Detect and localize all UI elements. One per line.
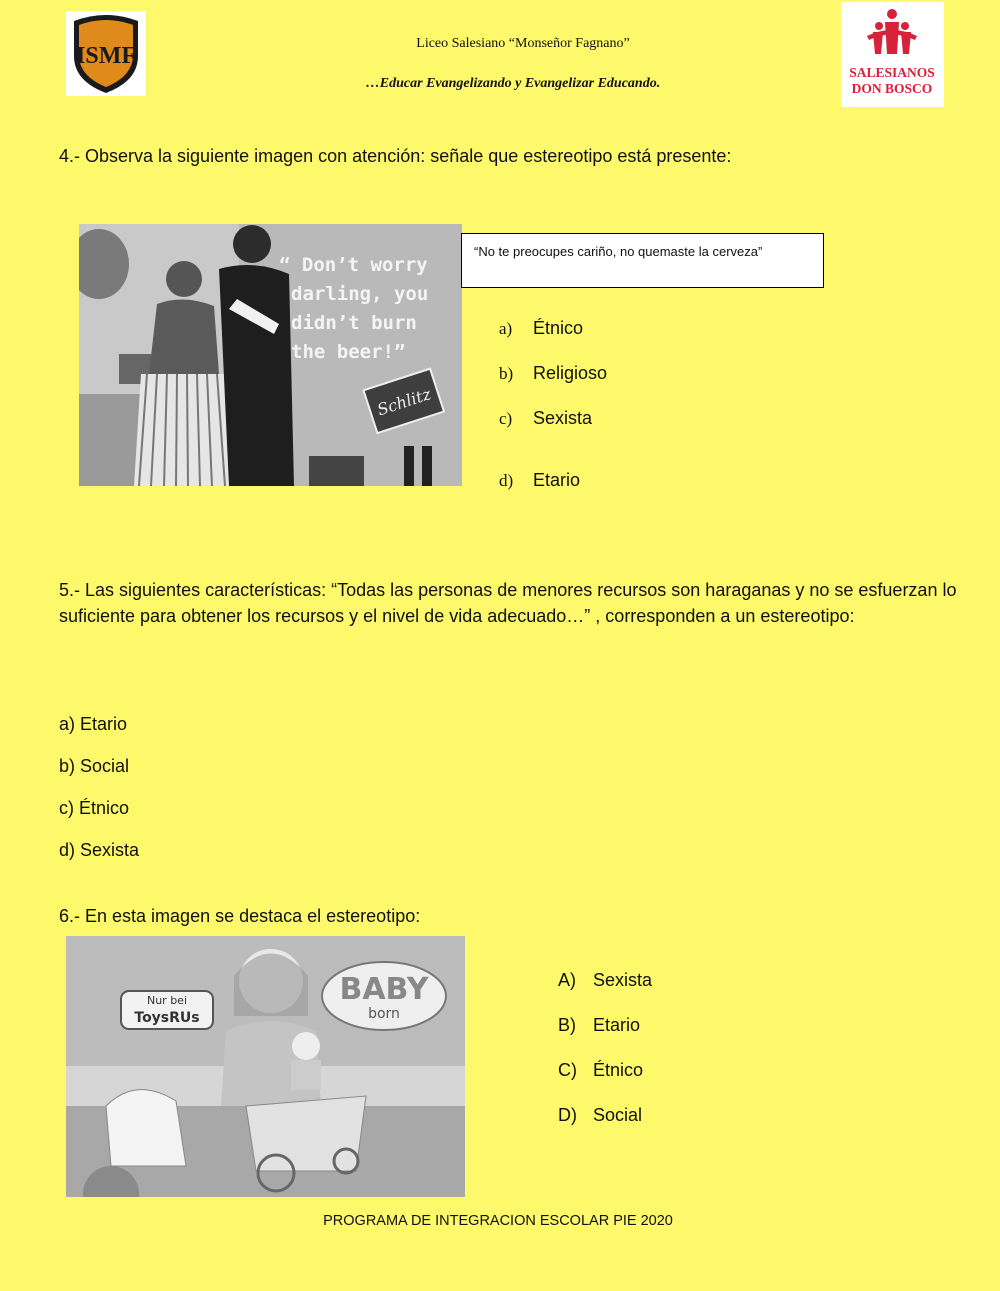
question-5-text: 5.- Las siguientes características: “Todas las personas de menores recursos son haraganas y no se esfuerzan lo suficiente para obtener los recursos y el nivel de vida adecuado…” , corresponden a un estereotipo: xyxy=(59,580,957,626)
q6-option-b[interactable] xyxy=(558,1015,640,1036)
logo-left-text: ISMF xyxy=(76,43,136,69)
school-logo xyxy=(66,11,146,96)
ad-caption-line-2: darling, you xyxy=(291,283,429,305)
q4-option-label: Etario xyxy=(533,470,581,490)
toysrus-top-text: Nur bei xyxy=(146,994,188,1007)
q4-option-letter: c) xyxy=(499,409,513,428)
q4-option-letter: a) xyxy=(499,319,513,338)
logo-right-line2: DON BOSCO xyxy=(851,81,933,96)
q6-option-c[interactable] xyxy=(558,1060,643,1081)
question-4-text: 4.- Observa la siguiente imagen con atención: señale que estereotipo está presente: xyxy=(59,146,732,166)
quote-text: “No te preocupes cariño, no quemaste la cerveza” xyxy=(474,244,763,259)
ad-brand-sign: Schlitz xyxy=(374,384,434,420)
baby-logo-text: BABY xyxy=(339,972,429,1007)
q4-option-letter: d) xyxy=(499,471,514,490)
q5-option-b[interactable]: b) Social xyxy=(59,756,130,776)
q4-option-letter: b) xyxy=(499,364,514,383)
question-6-text: 6.- En esta imagen se destaca el estereotipo: xyxy=(59,906,421,926)
q4-option-d[interactable] xyxy=(499,470,580,491)
ad-caption-line-4: the beer!” xyxy=(291,341,406,363)
school-name: Liceo Salesiano “Monseñor Fagnano” xyxy=(416,36,630,51)
salesianos-logo xyxy=(841,2,944,107)
q4-option-b[interactable] xyxy=(499,363,607,384)
q6-option-letter: B) xyxy=(558,1015,576,1035)
q4-option-label: Étnico xyxy=(533,318,584,338)
ad-caption-line-3: didn’t burn xyxy=(291,312,417,334)
q4-option-label: Sexista xyxy=(533,408,593,428)
q6-option-label: Social xyxy=(593,1105,643,1125)
q6-option-letter: D) xyxy=(558,1105,577,1125)
q6-option-a[interactable] xyxy=(558,970,652,991)
q5-option-c[interactable]: c) Étnico xyxy=(59,798,130,818)
beer-ad-image xyxy=(79,224,462,486)
q6-option-letter: A) xyxy=(558,970,576,990)
ad-caption-line-1: “ Don’t worry xyxy=(279,254,428,276)
logo-right-line1: SALESIANOS xyxy=(849,65,935,80)
q4-option-a[interactable] xyxy=(499,318,583,339)
q6-option-d[interactable] xyxy=(558,1105,642,1126)
q6-option-label: Étnico xyxy=(593,1060,644,1080)
born-logo-text: born xyxy=(368,1006,400,1022)
q4-option-label: Religioso xyxy=(533,363,608,383)
toy-ad-image xyxy=(66,936,465,1197)
q6-option-letter: C) xyxy=(558,1060,577,1080)
q5-option-a[interactable]: a) Etario xyxy=(59,714,128,734)
q5-option-d[interactable]: d) Sexista xyxy=(59,840,140,860)
quote-box xyxy=(461,233,824,288)
school-motto: …Educar Evangelizando y Evangelizar Educando. xyxy=(365,76,661,91)
toysrus-logo-text: ToysRUs xyxy=(134,1010,200,1026)
q6-option-label: Etario xyxy=(593,1015,641,1035)
q4-option-c[interactable] xyxy=(499,408,592,429)
q6-option-label: Sexista xyxy=(593,970,653,990)
footer-text: PROGRAMA DE INTEGRACION ESCOLAR PIE 2020 xyxy=(323,1213,673,1229)
